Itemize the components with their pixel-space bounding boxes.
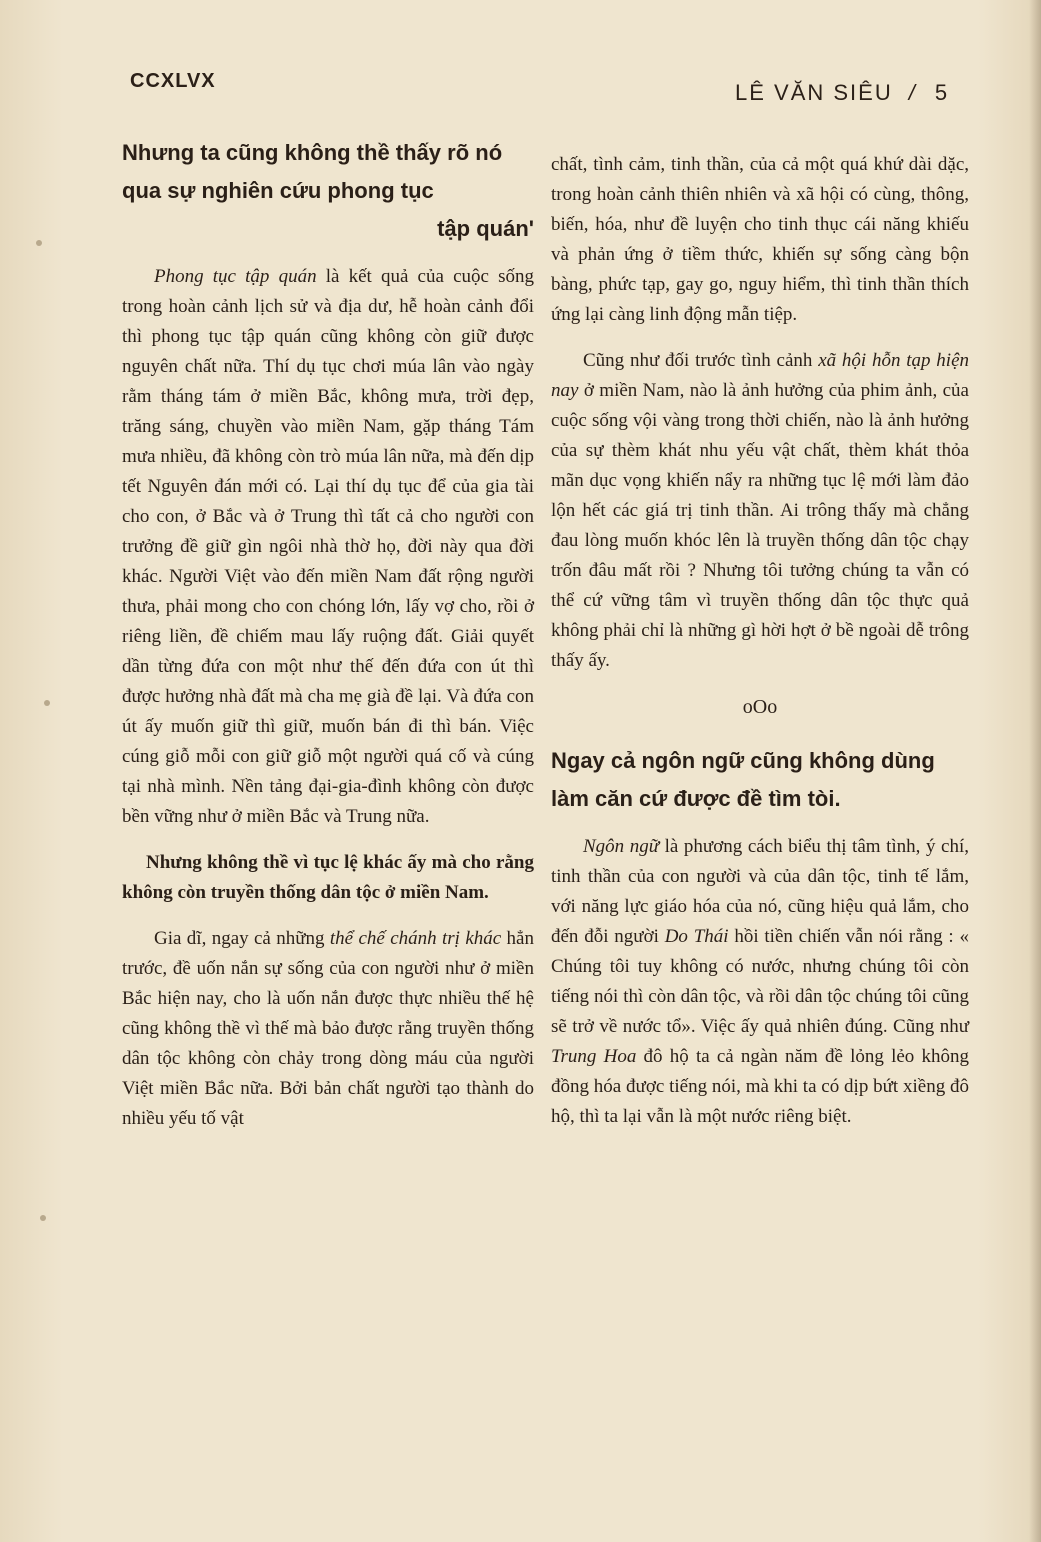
running-head-left: CCXLVX	[130, 70, 216, 92]
section-heading-tail: tập quán'	[437, 216, 534, 241]
paragraph-text: hồi tiền chiến vẫn nói rằng : « Chúng tôi tuy không có nước, nhưng chúng tôi còn tiếng nói thì còn dân tộc, và rồi dân tộc chúng tôi cũng sẽ trở về nước tổ». Việc ấy quả nhiên đúng. Cũng như	[551, 926, 969, 1037]
running-head-right	[735, 80, 949, 106]
italic-term: Do Thái	[664, 926, 729, 947]
italic-term: thể chế chánh trị khác	[329, 928, 502, 949]
italic-term: Trung Hoa	[551, 1046, 637, 1067]
section-heading: Ngay cả ngôn ngữ cũng không dùng làm căn cứ được đề tìm tòi.	[551, 748, 935, 811]
paragraph-emphasis: Nhưng không thề vì tục lệ khác ấy mà cho rằng không còn truyền thống dân tộc ở miền Nam.	[122, 852, 534, 903]
paragraph-text: Cũng như đối trước tình cảnh	[583, 350, 819, 371]
paragraph-text: hẳn trước, đề uốn nắn sự sống của con người như ở miền Bắc hiện nay, cho là uốn nắn được thực nhiều thế hệ cũng không thề vì thế mà bảo được rằng truyền thống dân tộc không còn chảy trong dòng máu của người Việt miền Bắc nữa. Bởi bản chất người tạo thành do nhiều yếu tố vật	[122, 928, 534, 1129]
paragraph	[551, 346, 969, 676]
paragraph	[122, 924, 534, 1134]
italic-term: Phong tục tập quán	[154, 266, 317, 287]
paragraph-text: đô hộ ta cả ngàn năm đề lỏng lẻo không đồng hóa được tiếng nói, mà khi ta có dịp bứt xiềng đô hộ, thì ta lại vẫn là một nước riêng biệt.	[551, 1046, 969, 1127]
italic-term: Ngôn ngữ	[583, 836, 660, 857]
paper-speck	[36, 240, 42, 246]
section-heading-main: Nhưng ta cũng không thề thấy rõ nó qua sự nghiên cứu phong tục	[122, 140, 503, 203]
paragraph-continued: chất, tình cảm, tinh thần, của cả một quá khứ dài dặc, trong hoàn cảnh thiên nhiên và xã hội có cùng, thông, biến, hóa, như đề luyện cho tinh thục cái năng khiếu và phản ứng ở tiềm thức, khiến sự sống càng bộn bàng, phức tạp, gay go, nguy hiểm, thì tinh thần thích ứng lại càng linh động mẫn tiệp.	[551, 154, 969, 325]
paragraph-text: là kết quả của cuộc sống trong hoàn cảnh lịch sử và địa dư, hễ hoàn cảnh đổi thì phong tục tập quán cũng không còn giữ được nguyên chất nữa. Thí dụ tục chơi múa lân vào ngày rằm tháng tám ở miền Bắc, không mưa, trời đẹp, trăng sáng, chuyền vào miền Nam, gặp tháng Tám mưa nhiều, đã không còn trò múa lân nữa, mà đến dịp tết Nguyên đán mới có. Lại thí dụ tục để của gia tài cho con, ở Bắc và ở Trung thì tất cả cho người con trưởng đề giữ gìn ngôi nhà thờ họ, đời này qua đời khác. Người Việt vào đến miền Nam đất rộng người thưa, phải mong cho con chóng lớn, lấy vợ cho, rồi ở riêng liền, đề chiếm mau lấy ruộng đất. Giải quyết dần từng đứa con một như thế đến đứa con út thì được hưởng nhà đất mà cha mẹ già đề lại. Và đứa con út ấy muốn giữ thì giữ, muốn bán đi thì bán. Việc cúng giỗ mỗi con giữ giỗ một người quá cố và cúng tại nhà mình. Nền tảng đại-gia-đình không còn được bền vững như ở miền Bắc và Trung nữa.	[122, 266, 534, 827]
paper-speck	[40, 1215, 46, 1221]
section-separator: oOo	[742, 696, 778, 718]
italic-term: xã hội hỗn tạp hiện nay	[551, 350, 969, 401]
paper-speck	[44, 700, 50, 706]
section-heading	[122, 134, 534, 248]
right-column	[551, 150, 969, 1148]
page-number: 5	[934, 80, 950, 105]
running-head-separator: /	[908, 80, 917, 105]
left-column	[122, 134, 534, 1150]
paragraph	[551, 832, 969, 1132]
paragraph-text: Gia dĩ, ngay cả những	[154, 928, 330, 949]
page-spine-shadow	[1029, 0, 1041, 1542]
running-head-author: LÊ VĂN SIÊU	[735, 80, 893, 105]
paragraph-text: là phương cách biểu thị tâm tình, ý chí, tinh thần của con người và của dân tộc, tinh tế lắm, với năng lực giáo hóa của nó, cũng hiệu quả lắm, cho đến đỗi người	[551, 836, 969, 947]
paragraph	[122, 262, 534, 832]
paragraph-text: ở miền Nam, nào là ảnh hưởng của phim ảnh, của cuộc sống vội vàng trong thời chiến, nào là ảnh hưởng của sự thèm khát nhu yếu vật chất, thèm khát thỏa mãn dục vọng khiến nẩy ra những tục lệ mới làm đảo lộn hết các giá trị tinh thần. Ai trông thấy mà chẳng đau lòng muốn khóc lên là truyền thống dân tộc chạy trốn đâu mất rồi ? Nhưng tôi tưởng chúng ta vẫn có thể cứ vững tâm vì truyền thống dân tộc thực quả không phải chỉ là những gì hời hợt ở bề ngoài dễ trông thấy ấy.	[551, 380, 969, 671]
